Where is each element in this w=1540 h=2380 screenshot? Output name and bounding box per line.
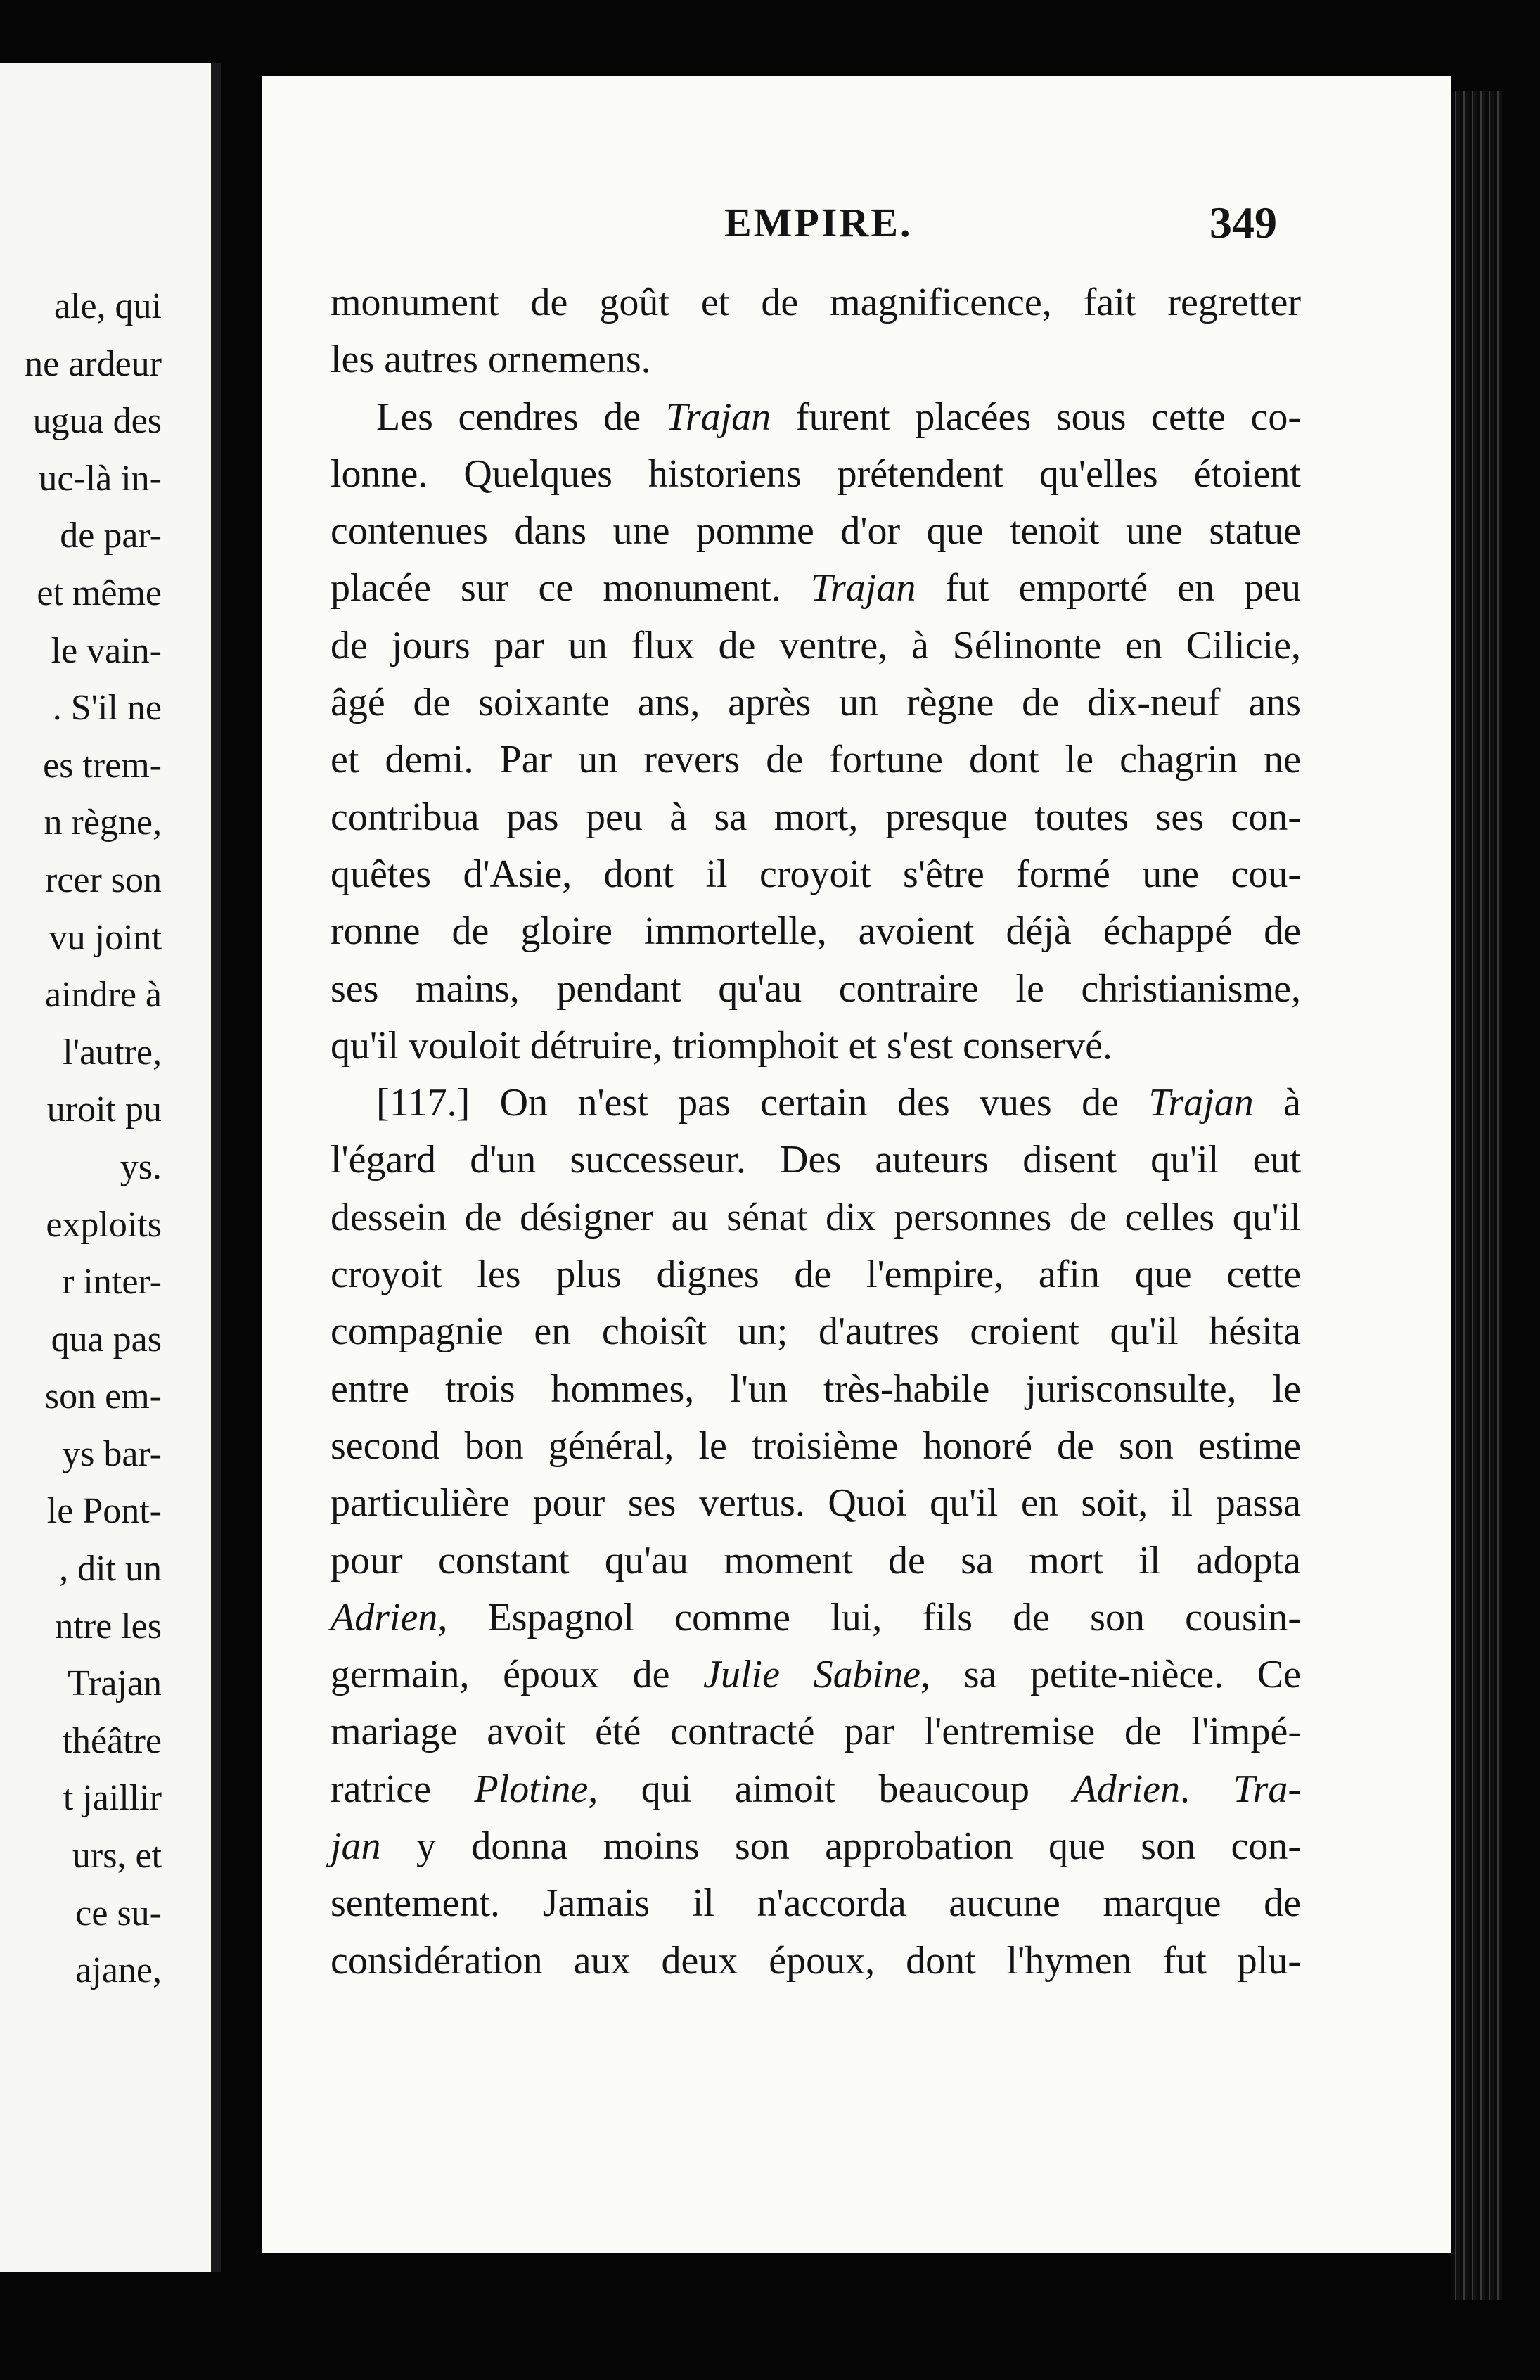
left-page-text bbox=[0, 278, 162, 2000]
text-line: contenues dans une pomme d'or que tenoit une statue bbox=[331, 509, 1301, 554]
text-line: âgé de soixante ans, après un règne de dix-neuf ans bbox=[331, 681, 1301, 725]
text-line: croyoit les plus dignes de l'empire, afin que cette bbox=[331, 1253, 1301, 1297]
left-page-line: aindre à bbox=[44, 975, 162, 1016]
left-page-line: n règne, bbox=[44, 802, 162, 843]
left-page-line: rcer son bbox=[44, 859, 162, 900]
left-page-line: qua pas bbox=[51, 1319, 162, 1359]
italic-name: Adrien bbox=[331, 1595, 438, 1639]
text-line: particulière pour ses vertus. Quoi qu'il en soit, il passa bbox=[331, 1481, 1301, 1525]
text-segment: furent placées sous cette co- bbox=[771, 395, 1301, 439]
left-page-line: ntre les bbox=[55, 1606, 162, 1646]
text-line: lonne. Quelques historiens prétendent qu'elles étoient bbox=[331, 452, 1301, 496]
text-segment: y donna moins son approbation que son con- bbox=[380, 1824, 1301, 1869]
left-page-line: es trem- bbox=[43, 745, 162, 786]
left-page-line: ne ardeur bbox=[25, 343, 162, 384]
left-page-line: et même bbox=[37, 572, 162, 613]
italic-name: Trajan bbox=[1148, 1081, 1254, 1125]
text-line bbox=[331, 560, 1301, 617]
text-line bbox=[331, 1589, 1301, 1646]
left-page-line: uroit pu bbox=[46, 1089, 162, 1130]
left-page-line: urs, et bbox=[72, 1836, 162, 1876]
text-segment: , Espagnol comme lui, fils de son cousin- bbox=[437, 1595, 1301, 1639]
left-page-line: ale, qui bbox=[53, 286, 162, 326]
text-segment: placée sur ce monument. bbox=[331, 566, 811, 610]
text-line: l'égard d'un successeur. Des auteurs disent qu'il eut bbox=[331, 1138, 1301, 1182]
left-page-line: ce su- bbox=[75, 1893, 162, 1933]
left-page bbox=[0, 63, 221, 2272]
text-line: second bon général, le troisième honoré de son estime bbox=[331, 1423, 1301, 1468]
text-line: quêtes d'Asie, dont il croyoit s'être formé une cou- bbox=[331, 852, 1301, 896]
text-line bbox=[331, 1818, 1301, 1875]
left-page-line: Trajan bbox=[68, 1663, 162, 1704]
body-text bbox=[331, 274, 1301, 1990]
text-segment: ratrice bbox=[331, 1767, 475, 1811]
text-line: de jours par un flux de ventre, à Sélinonte en Cilicie, bbox=[331, 623, 1301, 667]
italic-name: jan bbox=[331, 1824, 381, 1869]
left-page-line: ys. bbox=[120, 1146, 162, 1187]
text-line: ronne de gloire immortelle, avoient déjà échappé de bbox=[331, 909, 1301, 954]
text-line: considération aux deux époux, dont l'hymen fut plu- bbox=[331, 1938, 1301, 1983]
text-line bbox=[331, 389, 1301, 446]
left-page-line: t jaillir bbox=[63, 1778, 162, 1819]
left-page-line: ajane, bbox=[75, 1950, 162, 1991]
left-page-line: ugua des bbox=[32, 401, 162, 442]
italic-name: Plotine bbox=[474, 1767, 589, 1811]
text-segment: fut emporté en peu bbox=[916, 566, 1301, 610]
text-line: les autres ornemens. bbox=[331, 338, 651, 382]
italic-name: Tra- bbox=[1233, 1767, 1302, 1811]
italic-name: Adrien bbox=[1072, 1767, 1180, 1811]
text-segment: . bbox=[1180, 1767, 1233, 1811]
italic-name: Julie Sabine bbox=[703, 1653, 921, 1697]
text-line: dessein de désigner au sénat dix personnes de celles qu'il bbox=[331, 1195, 1301, 1239]
text-segment: [117.] On n'est pas certain des vues de bbox=[376, 1081, 1149, 1125]
left-page-line: . S'il ne bbox=[52, 688, 162, 729]
text-segment: à bbox=[1253, 1081, 1301, 1125]
text-line bbox=[331, 1075, 1301, 1132]
running-header: EMPIRE. bbox=[724, 200, 913, 245]
left-page-line: le Pont- bbox=[46, 1491, 162, 1532]
text-line: compagnie en choisît un; d'autres croient qu'il hésita bbox=[331, 1310, 1301, 1354]
left-page-line: exploits bbox=[46, 1204, 162, 1245]
text-line: et demi. Par un revers de fortune dont le chagrin ne bbox=[331, 738, 1301, 782]
text-line: entre trois hommes, l'un très-habile jurisconsulte, le bbox=[331, 1367, 1301, 1411]
left-page-line: , dit un bbox=[59, 1549, 162, 1589]
text-line: contribua pas peu à sa mort, presque toutes ses con- bbox=[331, 795, 1301, 839]
left-page-line: l'autre, bbox=[63, 1032, 162, 1073]
italic-name: Trajan bbox=[665, 395, 771, 439]
text-line: mariage avoit été contracté par l'entremise de l'impé- bbox=[331, 1710, 1301, 1754]
text-line: sentement. Jamais il n'accorda aucune marque de bbox=[331, 1881, 1301, 1926]
left-page-line: uc-là in- bbox=[39, 458, 162, 499]
text-line: qu'il vouloit détruire, triomphoit et s'est conservé. bbox=[331, 1023, 1112, 1068]
text-segment: Les cendres de bbox=[376, 395, 666, 439]
left-page-line: vu joint bbox=[49, 917, 162, 958]
left-page-line: r inter- bbox=[62, 1262, 162, 1303]
left-page-line: théâtre bbox=[62, 1720, 162, 1761]
text-line: pour constant qu'au moment de sa mort il adopta bbox=[331, 1538, 1301, 1582]
text-segment: germain, époux de bbox=[331, 1653, 704, 1697]
page-edge bbox=[1451, 91, 1502, 2300]
text-line: ses mains, pendant qu'au contraire le christianisme, bbox=[331, 966, 1301, 1011]
left-page-line: de par- bbox=[60, 516, 162, 556]
left-page-line: le vain- bbox=[51, 630, 162, 671]
text-line bbox=[331, 1646, 1301, 1703]
text-segment: , qui aimoit beaucoup bbox=[588, 1767, 1073, 1811]
text-line bbox=[331, 1761, 1301, 1818]
text-line: monument de goût et de magnificence, fait regretter bbox=[331, 281, 1301, 324]
left-page-line: ys bar- bbox=[62, 1433, 162, 1474]
page-number: 349 bbox=[1209, 198, 1277, 248]
italic-name: Trajan bbox=[810, 566, 916, 610]
text-segment: , sa petite-nièce. Ce bbox=[920, 1653, 1302, 1697]
left-page-line: son em- bbox=[44, 1376, 162, 1417]
